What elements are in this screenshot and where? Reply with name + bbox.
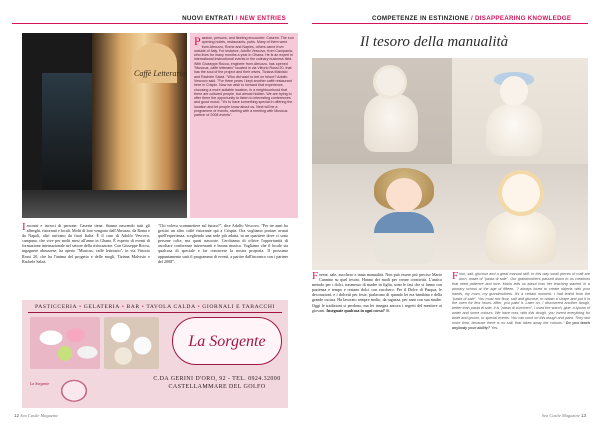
interview-answer-en: Yes. xyxy=(491,325,499,330)
magazine-name: Sea Castle Magazine xyxy=(20,413,59,418)
dropcap: P xyxy=(194,34,201,48)
english-summary-box xyxy=(190,33,298,218)
interview-question: Insegnate qualcosa in ogni corso? xyxy=(326,307,385,313)
cake-photo xyxy=(54,374,94,402)
header-rule-right xyxy=(312,23,588,24)
page-number: 12 xyxy=(14,413,20,418)
ad-address: C.DA GERINI D'ORO, 92 - TEL. 0924.32000 CASTELLAMMARE DEL GOLFO xyxy=(153,376,281,390)
doll-bride xyxy=(480,174,562,266)
right-page xyxy=(300,0,600,424)
brand-logo: La Sorgente xyxy=(172,317,282,365)
magazine-name: Sea Castle Magazine xyxy=(541,413,580,418)
footer-left xyxy=(14,413,58,418)
english-article-column: Flour, salt, glucose and a great manual skill. In this way small pieces of craft are born, made of "pasta di sale". Our grandmothers passed down to us creations that need patience and love. Mario tells us about how her teaching started, in a primary school at the age of fifteen. "I always loved to create objects with your hands, my mum, my grandmothers. It's a certain moment. I had learnt from the "pasta di sale". You must mix flour, salt and glucose, to obtain a shape and put it in the oven for few hours. After, you paint it. Later on, I discovered another dough, better than pasta di sale, it is "pasta di zucchero". I used the starch, glue, a spoon of water and some colours. We have now, with this dough, you invent everything for bride and groom, or special events. You can work on this dough and paint. They last more time, because there is no salt, that takes away the colours." Do you teach anybody your ability? Yes. xyxy=(452,270,590,330)
brand-small: La Sorgente xyxy=(30,381,50,386)
page-number: 13 xyxy=(580,413,586,418)
cafe-doors xyxy=(42,73,97,203)
sweets-photo xyxy=(104,317,159,369)
footer-right xyxy=(542,413,586,418)
doll-blonde-hair xyxy=(364,168,444,266)
header-rule-left xyxy=(12,23,288,24)
cafe-sign: Caffè Letterario xyxy=(134,69,186,78)
dolls-photo xyxy=(312,58,588,270)
pastries-photo xyxy=(30,317,100,369)
italian-article-column: Forme, sale, zucchero e tanta manualità. Non può essere più preciso Mario Cannino su quel tesoro. Hanno dei modi per creare creatività. L'antico metodo per i dolci, trasmesso di madre in figlia, sono le fasi che si fanno con pazienza e tempo e restano dolci con zucchero. Per il Dolce di Pasqua, le decorazioni, e i dolcetti per feste, parlavano di quando lei era bambina e della grande cucina. Ha lavorato sempre molto, da ragazza, per anni con sua madre. Oggi le tradizioni si perdono, ma lei insegna ancora i segreti del mestiere ai giovani. Insegnate qualcosa in ogni corso? Sì. xyxy=(312,270,442,313)
ad-services: PASTICCERIA • GELATERIA • BAR • TAVOLA CALDA • GIORNALI E TABACCHI xyxy=(35,304,275,310)
doll-white-dress xyxy=(362,66,420,154)
article-column-1: Incontri e incroci di persone: Caserin tiene. Stanno nascendo tutti gli alberghi, ristoranti e locali. Molti di loro vengono dall'Abruzzo, da Roma e da Napoli, altri arrivano da fuori Italia. È il caso di Adolfo Vescovo, campano, che vive per molti mesi all'anno in Ghana. È esperto di eventi di formazione internazionale nel settore della ristorazione. Con Giuseppe Rocca, ingegnere abruzzese, ha aperto "Musicus, caffè letterario", in via Vittorio Rossi 20, che ha l'anima del progetto e delle mogli, Tiziana Malvisio e Rachele Salzà. xyxy=(22,221,150,264)
article-title: Il tesoro della manualità xyxy=(360,34,509,50)
interview-question-en: Do you teach anybody your ability? xyxy=(452,321,590,330)
ad-rule xyxy=(28,312,282,313)
section-header-left: NUOVI ENTRATI / NEW ENTRIES xyxy=(182,15,286,22)
english-summary: Passion, persons, and fleeting encounter: Caserin. The sun opening hotels, restaurants, pubs. Many of them were from Abruzzo, Rome and Naples, others came from outside of Italy. For instance, Adolfo Vescovo, from Campania, who lives for many months a year in Ghana. He is an expert in international instructional events in the culinary business field. With Giuseppe Rocca, engineer from Abruzzo, has opened "Musicus, caffè letterario" located in via Vittorio Rossi 20, that has the soul of the project and their wives, Tiziana Malvisio and Rachele Salzà. "Who did want to bet on future? Adolfo Vescovo said. "For three years I kept another caffè restaurant here in Crispin. Now we wish to forward that experience, choosing a more suitable location, in a neighbourhood that there are cultured people, but almost hidden. We are trying to offer there the opportunity to listen to interesting conferences and good music. "It's to have something special in offering the location and let people know about us. Next will be a programme of events, starting with a meeting with Musicus partner of 2008 events". xyxy=(194,34,294,118)
article-column-2: "Chi voleva scommettere sul futuro?", dice Adolfo Vescovo. "Per tre anni ho gestito un altro caffè ristorante qui a Crispin. Ora vogliamo portare avanti quell'esperienza, scegliendo una sede più adatta, in un quartiere dove ci sono persone colte, ma quasi nascoste. Cerchiamo di offrire l'opportunità di ascoltare conferenze interessanti e buona musica. Vogliamo che il locale sia qualcosa di speciale e far conoscere la nostra proposta. Il prossimo appuntamento sarà il programma di eventi, a partire dall'incontro con i partner del 2008". xyxy=(158,223,288,264)
doll-blue-hat xyxy=(482,72,546,158)
advertisement-banner xyxy=(22,300,288,408)
interview-answer: Sì. xyxy=(385,307,391,313)
cafe-photo xyxy=(22,33,187,218)
section-header-right: COMPETENZE IN ESTINZIONE / DISAPPEARING KNOWLEDGE xyxy=(372,15,572,22)
dropcap: I xyxy=(22,221,26,233)
dropcap: F xyxy=(452,270,459,282)
dropcap: F xyxy=(312,270,319,282)
cafe-floor xyxy=(22,190,187,218)
